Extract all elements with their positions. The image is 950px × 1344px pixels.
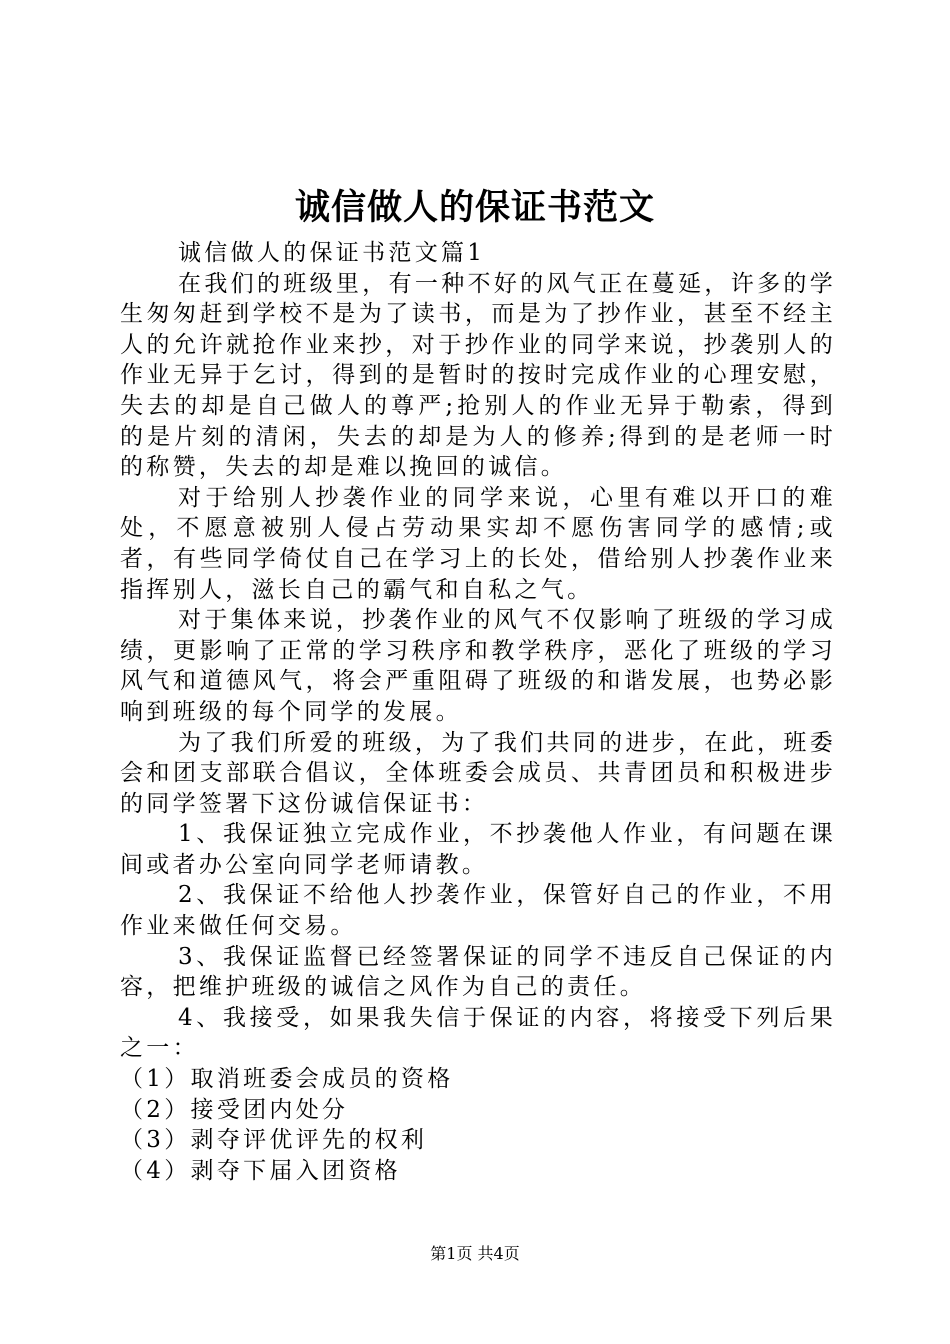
consequence-item: （2）接受团内处分 bbox=[120, 1096, 349, 1123]
pledge-item: 2、我保证不给他人抄袭作业，保管好自己的作业，不用作业来做任何交易。 bbox=[120, 882, 836, 940]
consequence-item: （4）剥夺下届入团资格 bbox=[120, 1157, 401, 1184]
consequence-item: （1）取消班委会成员的资格 bbox=[120, 1066, 454, 1093]
document-title: 诚信做人的保证书范文 bbox=[294, 187, 655, 228]
document-body bbox=[120, 238, 836, 1186]
paragraph: 对于给别人抄袭作业的同学来说，心里有难以开口的难处，不愿意被别人侵占劳动果实却不愿伤害同学的感情;或者，有些同学倚仗自己在学习上的长处，借给别人抄袭作业来指挥别人，滋长自己的霸气和自私之气。 bbox=[120, 484, 836, 603]
pledge-item: 4、我接受，如果我失信于保证的内容，将接受下列后果之一： bbox=[120, 1004, 836, 1062]
paragraph: 在我们的班级里，有一种不好的风气正在蔓延，许多的学生匆匆赶到学校不是为了读书，而是为了抄作业，甚至不经主人的允许就抢作业来抄，对于抄作业的同学来说，抄袭别人的作业无异于乞讨，得到的是暂时的按时完成作业的心理安慰，失去的却是自己做人的尊严;抢别人的作业无异于勒索，得到的是片刻的清闲，失去的却是为人的修养;得到的是老师一时的称赞，失去的却是难以挽回的诚信。 bbox=[120, 270, 836, 481]
paragraph: 对于集体来说，抄袭作业的风气不仅影响了班级的学习成绩，更影响了正常的学习秩序和教学秩序，恶化了班级的学习风气和道德风气，将会严重阻碍了班级的和谐发展，也势必影响到班级的每个同学的发展。 bbox=[120, 607, 836, 725]
section-heading: 诚信做人的保证书范文篇1 bbox=[178, 240, 486, 266]
paragraph: 为了我们所爱的班级，为了我们共同的进步，在此，班委会和团支部联合倡议，全体班委会成员、共青团员和积极进步的同学签署下这份诚信保证书： bbox=[120, 729, 836, 817]
pledge-item: 1、我保证独立完成作业，不抄袭他人作业，有问题在课间或者办公室向同学老师请教。 bbox=[120, 821, 836, 878]
consequence-item: （3）剥夺评优评先的权利 bbox=[120, 1127, 428, 1154]
page-number-footer: 第1页 共4页 bbox=[430, 1244, 520, 1263]
pledge-item: 3、我保证监督已经签署保证的同学不违反自己保证的内容，把维护班级的诚信之风作为自己的责任。 bbox=[120, 943, 836, 1001]
